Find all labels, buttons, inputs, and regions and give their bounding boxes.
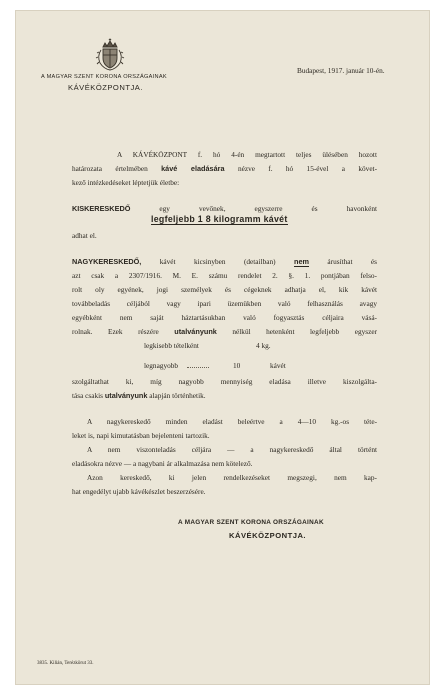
- place-date: Budapest, 1917. január 10-én.: [297, 66, 385, 75]
- wholesale-line2: azt csak a 2307/1916. M. E. számu rendelet 2. §. 1. pontjában felso-: [72, 271, 377, 280]
- intro-line1: A KÁVÉKÖZPONT f. hó 4-én megtartott teljes ülésében hozott: [117, 150, 377, 159]
- min-quantity-label: legkisebb tételként: [144, 341, 199, 350]
- signature-line2: KÁVÉKÖZPONTJA.: [229, 531, 307, 540]
- record-line1: A nagykereskedő minden eladást beleértve a 4—10 kg.-os téte-: [87, 417, 377, 426]
- printer-note: 3835. Kilián, Terézkörut 33.: [37, 661, 94, 666]
- penalty-line2: hat engedélyt ujabb kávékészlet beszerzésére.: [72, 487, 206, 496]
- penalty-line1: Azon kereskedő, ki jelen rendelkezéseket megszegi, nem kap-: [87, 473, 377, 482]
- signature-line1: A MAGYAR SZENT KORONA ORSZÁGAINAK: [178, 519, 324, 526]
- wholesale-line5: egyébként nem saját háztartásukban való fogyasztás céljaira vásá-: [72, 313, 377, 322]
- wholesale-line1: NAGYKERESKEDŐ, kávét kicsinyben (detailban) nem árusíthat és: [72, 257, 378, 266]
- org-name-line1: A MAGYAR SZENT KORONA ORSZÁGAINAK: [41, 74, 167, 80]
- retail-limit: legfeljebb 1 8 kilogramm kávét: [151, 214, 288, 224]
- wholesale-line6: rolnak. Ezek részére utalványunk nélkül hetenként legfeljebb egyszer: [72, 327, 378, 336]
- intro-line2: határozata értelmében kávé eladására nézve f. hó 15-ével a követ-: [72, 164, 378, 173]
- min-quantity-value: 4 kg.: [256, 341, 271, 350]
- ditto-mark: [187, 367, 209, 368]
- wholesale-line3: rolt oly egyének, jogi személyek és cégeknek adhatja el, kik kávét: [72, 285, 377, 294]
- intro-line3: kező intézkedéseket léptetjük életbe:: [72, 178, 180, 187]
- resale-line1: A nem viszonteladás céljára — a nagykereskedő által történt: [87, 445, 377, 454]
- document-page: [15, 10, 430, 685]
- wholesale-line4: továbbeladás céljából vagy ipari üzemükben való felhasználás avagy: [72, 299, 377, 308]
- hungarian-crown-crest-icon: [95, 38, 125, 77]
- org-name-line2: KÁVÉKÖZPONTJA.: [68, 83, 143, 92]
- wholesale-line9: szolgáltathat ki, míg nagyobb mennyiség eladása illetve kiszolgálta-: [72, 377, 377, 386]
- record-line2: leket is, napi kimutatásban bejelenteni tartozik.: [72, 431, 210, 440]
- retail-line: KISKERESKEDŐ egy vevőnek, egyszerre és havonként: [72, 204, 377, 213]
- retail-end: adhat el.: [72, 231, 97, 240]
- max-quantity-unit: kávét: [270, 361, 286, 370]
- max-quantity-label: legnagyobb: [144, 361, 179, 370]
- max-quantity-value: 10: [233, 361, 241, 370]
- wholesale-line10: tása csakis utalványunk alapján történhetik.: [72, 391, 206, 400]
- resale-line2: eladásokra nézve — a nagybani ár alkalmazása nem kötelező.: [72, 459, 253, 468]
